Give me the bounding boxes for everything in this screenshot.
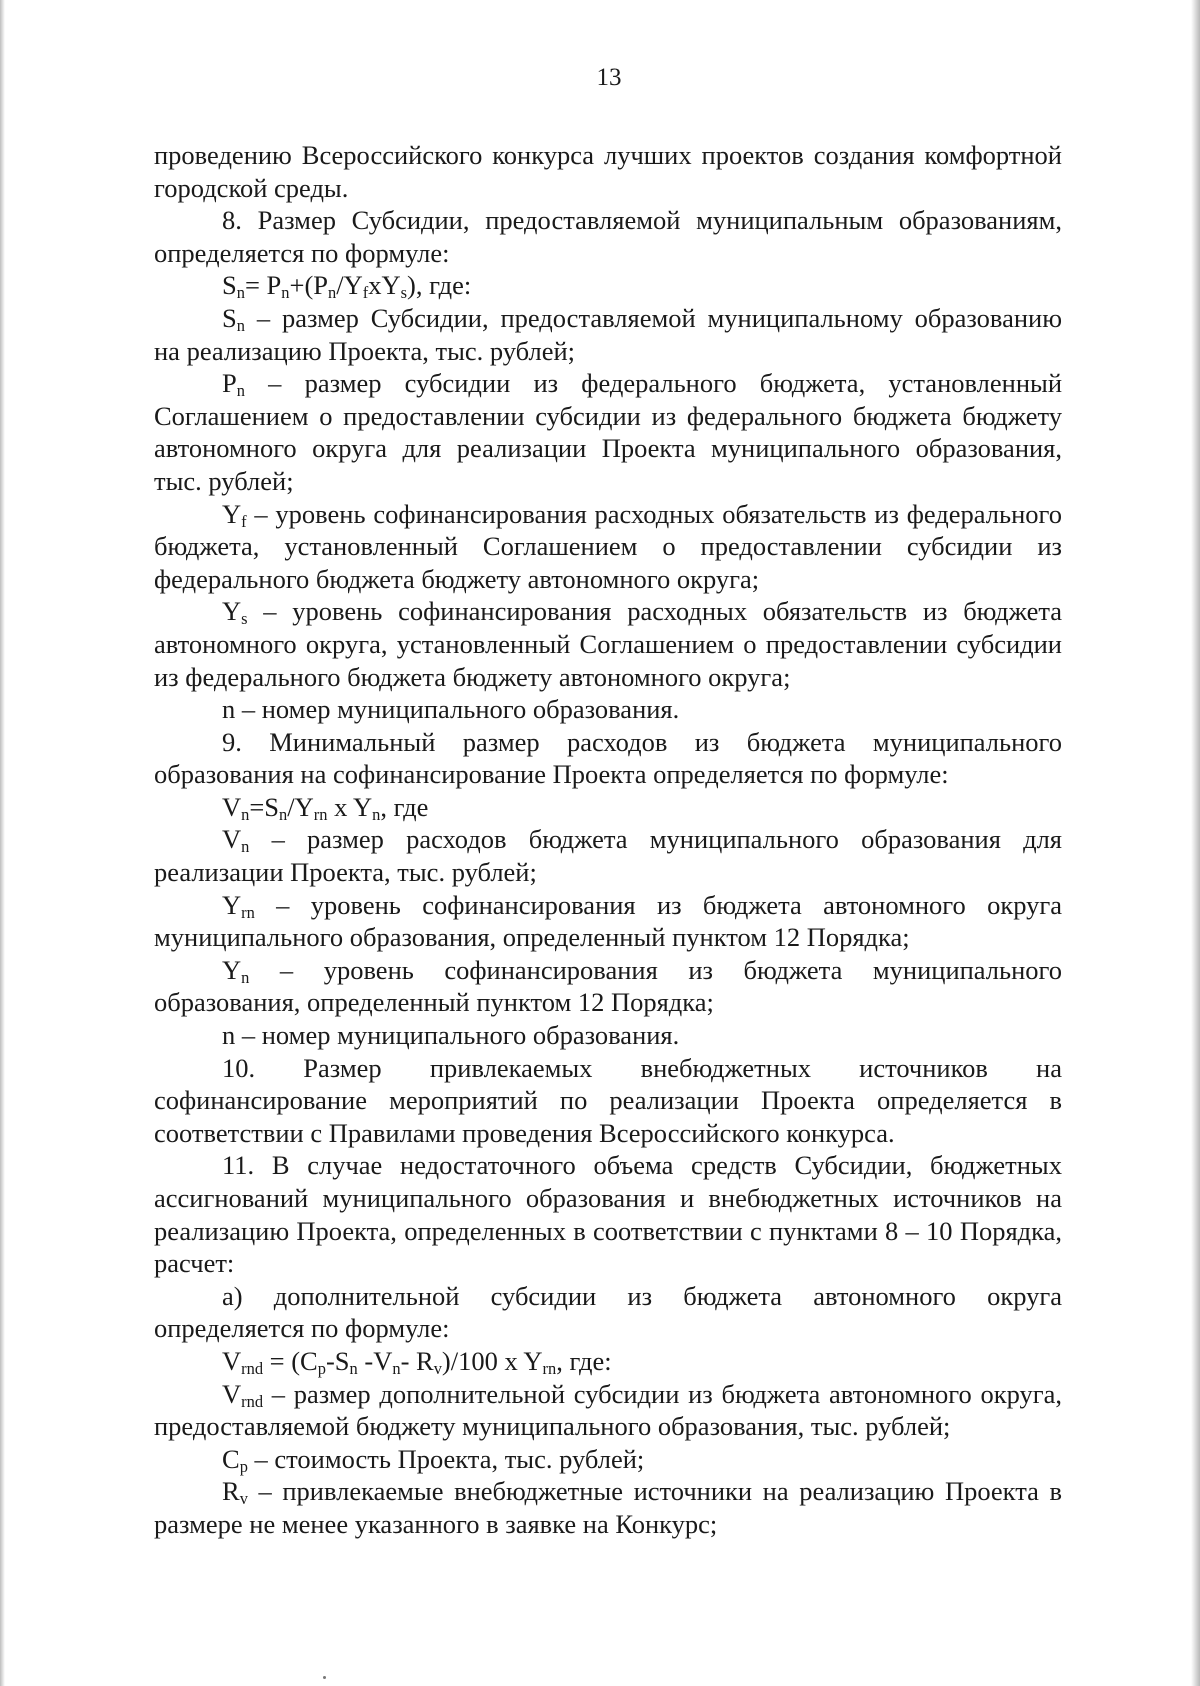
subscript: rnd — [241, 1359, 264, 1379]
subscript: n — [392, 1359, 401, 1379]
text-run: V — [222, 1345, 242, 1376]
subscript: s — [241, 609, 248, 629]
text-run: =S — [249, 791, 280, 822]
subscript: n — [236, 381, 245, 401]
text-run: -S — [325, 1345, 350, 1376]
text-run: V — [222, 824, 242, 855]
text-run: , где: — [556, 1345, 612, 1376]
document-body — [154, 139, 1062, 1541]
text-run: C — [222, 1443, 240, 1474]
subscript: rn — [241, 902, 255, 922]
subscript: n — [241, 804, 250, 824]
text-run: – стоимость Проекта, тыс. рублей; — [247, 1443, 645, 1474]
paragraph — [154, 1378, 1062, 1443]
text-run: – размер Субсидии, предоставляемой муниципальному образованию на реализацию Проекта, тыс. рублей; — [154, 302, 1062, 366]
text-run: /Y — [336, 270, 363, 301]
subscript: n — [241, 967, 250, 987]
formula-line: n – номер муниципального образования. — [222, 694, 680, 725]
text-run: – размер расходов бюджета муниципального образования для реализации Проекта, тыс. рублей; — [154, 824, 1062, 888]
formula-line: n – номер муниципального образования. — [222, 1020, 680, 1051]
subscript: n — [328, 283, 337, 303]
scan-edge-right — [1191, 0, 1200, 1686]
text-run: x Y — [327, 791, 373, 822]
formula-line — [154, 1345, 1062, 1378]
subscript: f — [362, 283, 369, 303]
text-run: – уровень софинансирования расходных обязательств из бюджета автономного округа, установленный Соглашением о предоставлении субсидии из федерального бюджета бюджету автономного округа; — [154, 596, 1062, 692]
subscript: n — [349, 1359, 358, 1379]
paragraph — [154, 302, 1062, 367]
text-run: Y — [222, 596, 242, 627]
text-run: – размер субсидии из федерального бюджета, установленный Соглашением о предоставлении субсидии из федерального бюджета бюджету автономного округа для реализации Проекта муниципального образования, тыс. рублей; — [154, 368, 1062, 496]
subscript: f — [241, 511, 247, 531]
formula-line — [154, 791, 1062, 824]
text-run: – уровень софинансирования из бюджета муниципального образования, определенный пунктом 12 Порядка; — [154, 954, 1062, 1018]
scan-edge-left — [0, 0, 5, 1686]
paragraph — [154, 367, 1062, 497]
text-run: S — [222, 270, 237, 301]
text-run: /Y — [287, 791, 314, 822]
paragraph — [154, 954, 1062, 1019]
paragraph: 9. Минимальный размер расходов из бюджета муниципального образования на софинансирование Проекта определяется по формуле: — [154, 726, 1062, 790]
subscript: n — [241, 837, 250, 857]
paragraph — [154, 498, 1062, 596]
paragraph: 11. В случае недостаточного объема средств Субсидии, бюджетных ассигнований муниципального образования и внебюджетных источников на реализацию Проекта, определенных в соответствии с пунктами 8 – 10 Порядка, расчет: — [154, 1150, 1062, 1279]
text-run: -V — [357, 1345, 393, 1376]
subscript: n — [279, 804, 288, 824]
text-run: +(P — [289, 270, 329, 301]
subscript: n — [372, 804, 381, 824]
paragraph — [154, 595, 1062, 693]
text-run: – размер дополнительной субсидии из бюджета автономного округа, предоставляемой бюджету муниципального образования, тыс. рублей; — [154, 1378, 1062, 1442]
paragraph: а) дополнительной субсидии из бюджета автономного округа определяется по формуле: — [154, 1280, 1062, 1344]
subscript: n — [281, 283, 290, 303]
text-run: – привлекаемые внебюджетные источники на реализацию Проекта в размере не менее указанного в заявке на Конкурс; — [154, 1476, 1062, 1539]
subscript: s — [400, 283, 407, 303]
page-number: 13 — [596, 64, 622, 91]
subscript: v — [239, 1489, 248, 1509]
paragraph — [154, 823, 1062, 888]
text-run: ), где: — [407, 270, 472, 301]
paragraph: 10. Размер привлекаемых внебюджетных источников на софинансирование мероприятий по реализации Проекта определяется в соответствии с Правилами проведения Всероссийского конкурса. — [154, 1052, 1062, 1148]
subscript: rnd — [241, 1391, 264, 1411]
subscript: p — [239, 1456, 248, 1476]
text-run: V — [222, 791, 242, 822]
text-run: R — [222, 1476, 240, 1507]
paragraph: проведению Всероссийского конкурса лучших проектов создания комфортной городской среды. — [154, 140, 1062, 203]
subscript: rn — [542, 1359, 557, 1379]
text-run: – уровень софинансирования расходных обязательств из федерального бюджета, установленный Соглашением о предоставлении субсидии из федерального бюджета бюджету автономного округа; — [154, 498, 1062, 594]
text-run: )/100 x Y — [441, 1345, 543, 1376]
text-run: V — [222, 1378, 242, 1409]
subscript: p — [317, 1359, 326, 1379]
text-run: S — [222, 302, 237, 333]
text-run: = P — [244, 270, 282, 301]
formula-line — [154, 269, 1062, 302]
paragraph — [154, 889, 1062, 954]
text-run: Y — [222, 954, 242, 985]
text-run: P — [222, 368, 237, 399]
text-run: Y — [222, 889, 242, 920]
paragraph: 8. Размер Субсидии, предоставляемой муниципальным образованиям, определяется по формуле: — [154, 205, 1062, 268]
text-run: , где — [380, 791, 429, 822]
subscript: n — [236, 283, 245, 303]
text-run: xY — [368, 270, 401, 301]
scan-artifact — [323, 1676, 326, 1679]
paragraph — [154, 1475, 1062, 1540]
text-run: Y — [222, 498, 242, 529]
subscript: rn — [313, 804, 328, 824]
subscript: n — [236, 316, 245, 336]
subscript: v — [433, 1359, 442, 1379]
text-run: = (C — [263, 1345, 318, 1376]
formula-line — [154, 1443, 1062, 1476]
text-run: – уровень софинансирования из бюджета автономного округа муниципального образования, определенный пунктом 12 Порядка; — [154, 889, 1062, 953]
text-run: - R — [400, 1345, 434, 1376]
